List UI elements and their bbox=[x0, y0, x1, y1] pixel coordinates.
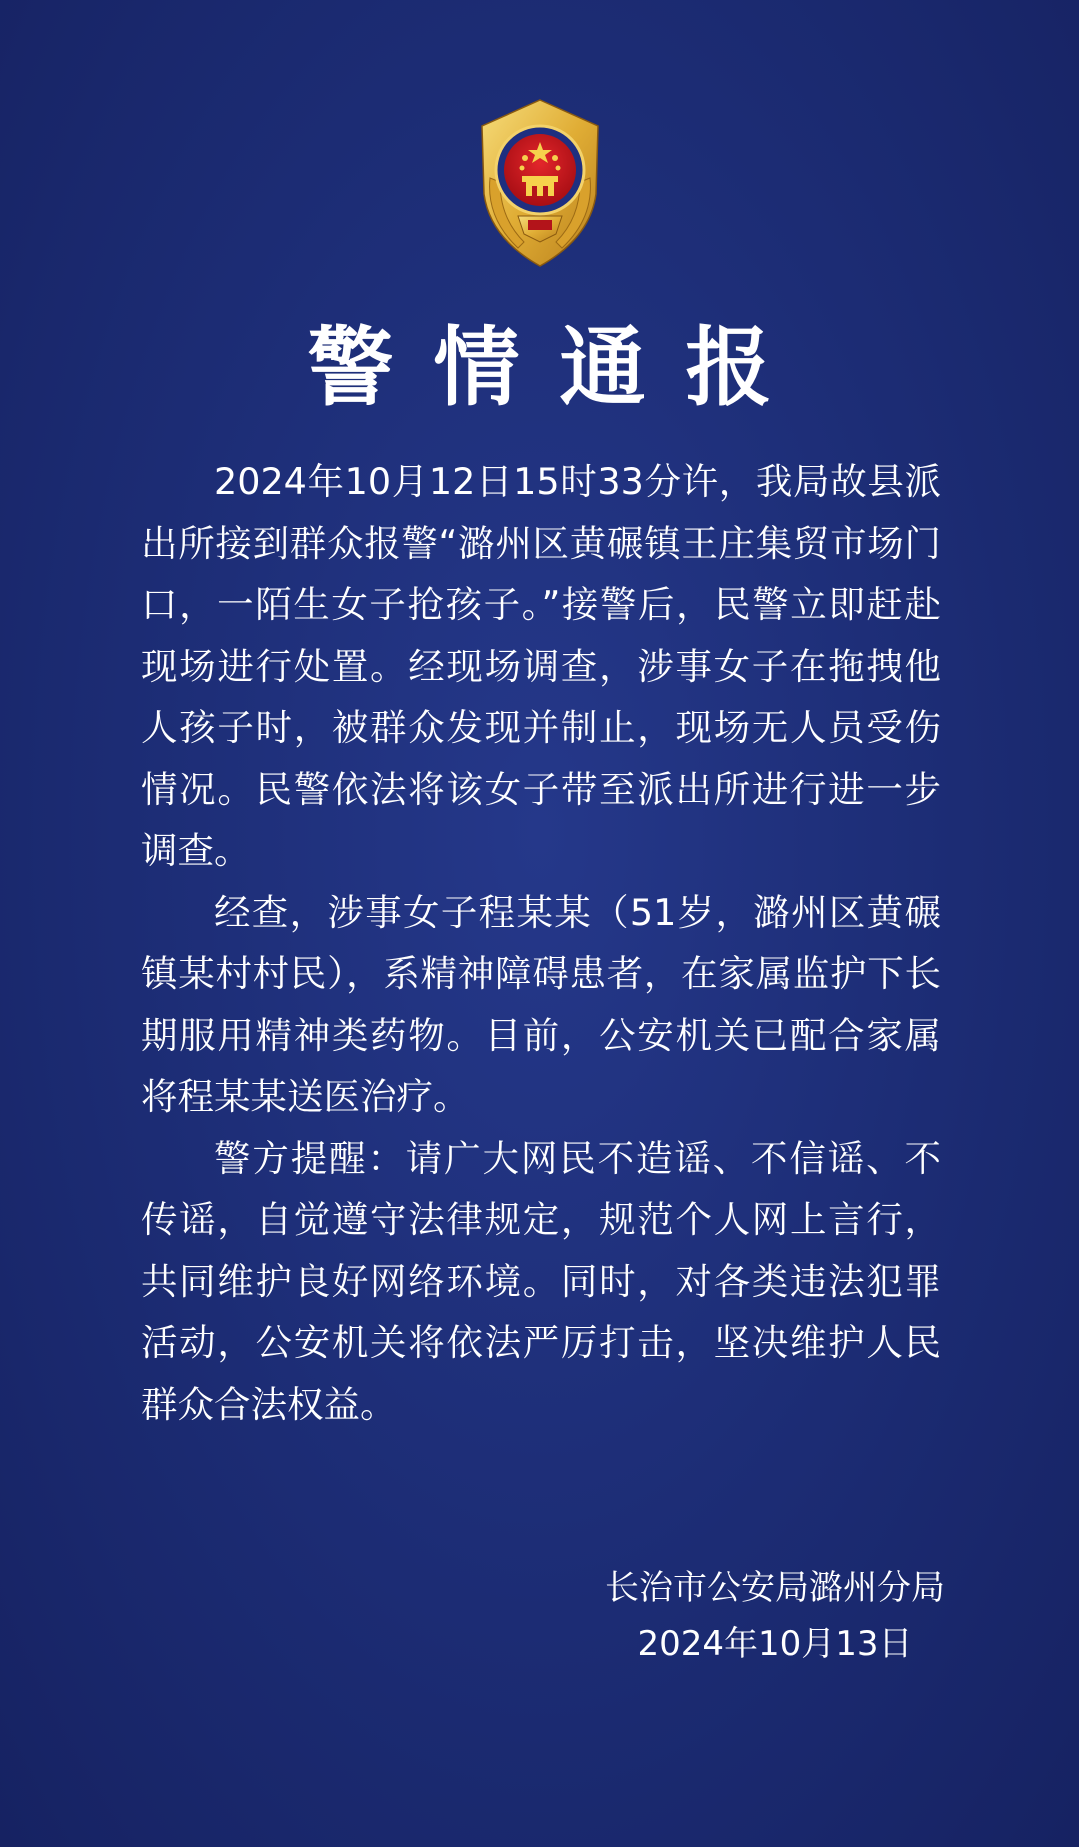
signature-block bbox=[605, 1560, 945, 1672]
paragraph-investigation: 经查，涉事女子程某某（51岁，潞州区黄碾镇某村村民），系精神障碍患者，在家属监护下长期服用精神类药物。目前，公安机关已配合家属将程某某送医治疗。 bbox=[141, 890, 941, 1118]
paragraph-incident: 2024年10月12日15时33分许，我局故县派出所接到群众报警“潞州区黄碾镇王庄集贸市场门口，一陌生女子抢孩子。”接警后，民警立即赶赴现场进行处置。经现场调查，涉事女子在拖拽他人孩子时，被群众发现并制止，现场无人员受伤情况。民警依法将该女子带至派出所进行进一步调查。 bbox=[141, 460, 941, 872]
police-emblem-icon bbox=[468, 98, 612, 270]
paragraph-reminder: 警方提醒：请广大网民不造谣、不信谣、不传谣，自觉遵守法律规定，规范个人网上言行，共同维护良好网络环境。同时，对各类违法犯罪活动，公安机关将依法严厉打击，坚决维护人民群众合法权益。 bbox=[141, 1136, 941, 1426]
issuer-name: 长治市公安局潞州分局 bbox=[605, 1568, 945, 1608]
notice-body bbox=[141, 451, 941, 1435]
notice-title: 警情通报 bbox=[307, 318, 812, 418]
issue-date: 2024年10月13日 bbox=[637, 1624, 913, 1664]
